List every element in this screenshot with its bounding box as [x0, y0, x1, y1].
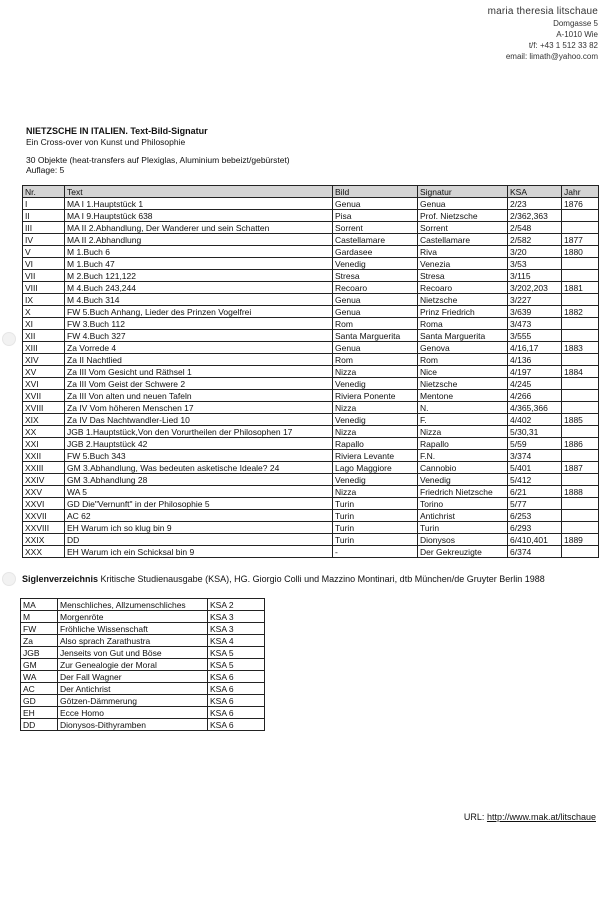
cell-text: EH Warum ich so klug bin 9 — [65, 522, 333, 534]
cell-ksa: 6/410,401 — [508, 534, 562, 546]
cell-nr: II — [23, 210, 65, 222]
cell-ksa: 3/639 — [508, 306, 562, 318]
cell-bild: Riviera Levante — [333, 450, 418, 462]
cell-bild: Rom — [333, 354, 418, 366]
cell-bild: Castellamare — [333, 234, 418, 246]
table-row — [23, 510, 599, 522]
table-row — [23, 270, 599, 282]
cell-jahr — [562, 294, 599, 306]
cell-bild: Nizza — [333, 366, 418, 378]
cell-nr: XIX — [23, 414, 65, 426]
sigla-abbr: Za — [21, 635, 58, 647]
sigla-row — [21, 599, 265, 611]
cell-nr: XXIV — [23, 474, 65, 486]
table-row — [23, 498, 599, 510]
works-table — [22, 185, 599, 558]
punch-hole — [2, 572, 16, 586]
sigla-abbr: JGB — [21, 647, 58, 659]
cell-bild: Lago Maggiore — [333, 462, 418, 474]
sender-city: A-1010 Wie — [556, 30, 598, 39]
cell-signatur: Nice — [418, 366, 508, 378]
intro-block — [26, 126, 290, 175]
cell-bild: Rom — [333, 318, 418, 330]
cell-signatur: Recoaro — [418, 282, 508, 294]
url-line — [464, 812, 596, 822]
cell-ksa: 5/401 — [508, 462, 562, 474]
cell-jahr: 1884 — [562, 366, 599, 378]
sigla-row — [21, 635, 265, 647]
sigla-row — [21, 683, 265, 695]
cell-nr: XXI — [23, 438, 65, 450]
cell-nr: XXV — [23, 486, 65, 498]
sigla-caption — [22, 574, 545, 584]
cell-ksa: 2/362,363 — [508, 210, 562, 222]
sigla-table — [20, 598, 265, 731]
table-row — [23, 486, 599, 498]
table-row — [23, 462, 599, 474]
table-row — [23, 222, 599, 234]
cell-nr: XXVIII — [23, 522, 65, 534]
cell-jahr — [562, 510, 599, 522]
table-row — [23, 438, 599, 450]
cell-nr: IV — [23, 234, 65, 246]
cell-ksa: 2/582 — [508, 234, 562, 246]
cell-bild: Genua — [333, 294, 418, 306]
table-row — [23, 354, 599, 366]
cell-signatur: Sorrent — [418, 222, 508, 234]
cell-jahr: 1880 — [562, 246, 599, 258]
cell-signatur: Stresa — [418, 270, 508, 282]
cell-jahr: 1883 — [562, 342, 599, 354]
sigla-volume: KSA 5 — [208, 659, 265, 671]
cell-jahr: 1881 — [562, 282, 599, 294]
cell-ksa: 4/365,366 — [508, 402, 562, 414]
sigla-abbr: WA — [21, 671, 58, 683]
cell-jahr — [562, 330, 599, 342]
cell-bild: Nizza — [333, 402, 418, 414]
column-header: KSA — [508, 186, 562, 198]
cell-text: M 4.Buch 243,244 — [65, 282, 333, 294]
cell-ksa: 2/548 — [508, 222, 562, 234]
column-header: Nr. — [23, 186, 65, 198]
cell-text: JGB 1.Hauptstück,Von den Vorurtheilen der Philosophen 17 — [65, 426, 333, 438]
cell-jahr: 1882 — [562, 306, 599, 318]
cell-jahr — [562, 258, 599, 270]
cell-ksa: 3/473 — [508, 318, 562, 330]
cell-bild: Rapallo — [333, 438, 418, 450]
cell-jahr — [562, 450, 599, 462]
cell-nr: XXVII — [23, 510, 65, 522]
sigla-title: Der Antichrist — [58, 683, 208, 695]
cell-nr: XIV — [23, 354, 65, 366]
cell-text: AC 62 — [65, 510, 333, 522]
sender-street: Domgasse 5 — [553, 19, 598, 28]
sender-phone: t/f: +43 1 512 33 82 — [528, 41, 598, 50]
sigla-title: Menschliches, Allzumenschliches — [58, 599, 208, 611]
sigla-title: Der Fall Wagner — [58, 671, 208, 683]
table-row — [23, 534, 599, 546]
cell-text: M 1.Buch 6 — [65, 246, 333, 258]
cell-ksa: 3/202,203 — [508, 282, 562, 294]
cell-nr: XII — [23, 330, 65, 342]
cell-nr: VII — [23, 270, 65, 282]
cell-ksa: 5/77 — [508, 498, 562, 510]
cell-text: M 2.Buch 121,122 — [65, 270, 333, 282]
cell-text: MA II 2.Abhandlung, Der Wanderer und sein Schatten — [65, 222, 333, 234]
sigla-row — [21, 707, 265, 719]
cell-text: Za III Vom Geist der Schwere 2 — [65, 378, 333, 390]
cell-jahr — [562, 378, 599, 390]
sigla-volume: KSA 3 — [208, 623, 265, 635]
cell-text: Za Vorrede 4 — [65, 342, 333, 354]
table-row — [23, 210, 599, 222]
table-row — [23, 342, 599, 354]
cell-bild: Turin — [333, 498, 418, 510]
cell-signatur: Venezia — [418, 258, 508, 270]
sigla-volume: KSA 6 — [208, 695, 265, 707]
sigla-row — [21, 659, 265, 671]
sigla-row — [21, 623, 265, 635]
sigla-abbr: EH — [21, 707, 58, 719]
table-row — [23, 450, 599, 462]
cell-bild: Genua — [333, 342, 418, 354]
cell-text: MA I 9.Hauptstück 638 — [65, 210, 333, 222]
sigla-title: Dionysos-Dithyramben — [58, 719, 208, 731]
cell-nr: III — [23, 222, 65, 234]
sigla-row — [21, 719, 265, 731]
sigla-abbr: GM — [21, 659, 58, 671]
cell-ksa: 4/16,17 — [508, 342, 562, 354]
cell-jahr — [562, 426, 599, 438]
table-row — [23, 198, 599, 210]
cell-jahr — [562, 210, 599, 222]
cell-bild: Venedig — [333, 414, 418, 426]
cell-bild: Turin — [333, 522, 418, 534]
sigla-volume: KSA 6 — [208, 719, 265, 731]
cell-text: GM 3.Abhandlung 28 — [65, 474, 333, 486]
sigla-row — [21, 671, 265, 683]
cell-jahr: 1877 — [562, 234, 599, 246]
table-row — [23, 402, 599, 414]
cell-signatur: Nizza — [418, 426, 508, 438]
table-row — [23, 246, 599, 258]
cell-ksa: 6/374 — [508, 546, 562, 558]
cell-signatur: Prof. Nietzsche — [418, 210, 508, 222]
cell-nr: XVI — [23, 378, 65, 390]
sigla-volume: KSA 6 — [208, 707, 265, 719]
cell-ksa: 3/555 — [508, 330, 562, 342]
table-header-row — [23, 186, 599, 198]
cell-jahr — [562, 222, 599, 234]
cell-nr: XXIII — [23, 462, 65, 474]
cell-nr: VIII — [23, 282, 65, 294]
cell-bild: Santa Marguerita — [333, 330, 418, 342]
cell-bild: Recoaro — [333, 282, 418, 294]
cell-text: FW 5.Buch 343 — [65, 450, 333, 462]
cell-bild: Gardasee — [333, 246, 418, 258]
sigla-volume: KSA 5 — [208, 647, 265, 659]
table-row — [23, 546, 599, 558]
sender-name: maria theresia litschaue — [487, 6, 598, 17]
table-row — [23, 330, 599, 342]
cell-signatur: Santa Marguerita — [418, 330, 508, 342]
table-row — [23, 282, 599, 294]
sigla-title: Also sprach Zarathustra — [58, 635, 208, 647]
cell-signatur: Dionysos — [418, 534, 508, 546]
cell-nr: XVIII — [23, 402, 65, 414]
cell-text: JGB 2.Hauptstück 42 — [65, 438, 333, 450]
cell-signatur: Cannobio — [418, 462, 508, 474]
cell-nr: X — [23, 306, 65, 318]
sigla-row — [21, 695, 265, 707]
sigla-row — [21, 647, 265, 659]
cell-ksa: 3/20 — [508, 246, 562, 258]
sigla-title: Zur Genealogie der Moral — [58, 659, 208, 671]
table-row — [23, 294, 599, 306]
sigla-title: Ecce Homo — [58, 707, 208, 719]
sigla-row — [21, 611, 265, 623]
cell-jahr — [562, 546, 599, 558]
cell-nr: XVII — [23, 390, 65, 402]
cell-jahr — [562, 390, 599, 402]
cell-signatur: Castellamare — [418, 234, 508, 246]
cell-nr: IX — [23, 294, 65, 306]
cell-bild: - — [333, 546, 418, 558]
cell-ksa: 3/53 — [508, 258, 562, 270]
cell-bild: Venedig — [333, 258, 418, 270]
cell-jahr — [562, 354, 599, 366]
sigla-abbr: M — [21, 611, 58, 623]
document-title: NIETZSCHE IN ITALIEN. Text-Bild-Signatur — [26, 126, 208, 136]
table-row — [23, 318, 599, 330]
cell-bild: Pisa — [333, 210, 418, 222]
cell-bild: Riviera Ponente — [333, 390, 418, 402]
cell-jahr: 1888 — [562, 486, 599, 498]
cell-text: EH Warum ich ein Schicksal bin 9 — [65, 546, 333, 558]
sigla-volume: KSA 2 — [208, 599, 265, 611]
cell-ksa: 5/412 — [508, 474, 562, 486]
cell-nr: I — [23, 198, 65, 210]
url-label: URL: — [463, 812, 485, 822]
cell-nr: XXIX — [23, 534, 65, 546]
cell-nr: V — [23, 246, 65, 258]
cell-bild: Genua — [333, 306, 418, 318]
cell-signatur: Genua — [418, 198, 508, 210]
cell-signatur: F.N. — [418, 450, 508, 462]
url-link[interactable]: http://www.mak.at/litschaue — [486, 812, 596, 822]
cell-signatur: Antichrist — [418, 510, 508, 522]
column-header: Bild — [333, 186, 418, 198]
cell-jahr: 1876 — [562, 198, 599, 210]
table-row — [23, 414, 599, 426]
table-row — [23, 366, 599, 378]
cell-nr: XX — [23, 426, 65, 438]
cell-bild: Genua — [333, 198, 418, 210]
cell-signatur: N. — [418, 402, 508, 414]
cell-jahr: 1887 — [562, 462, 599, 474]
cell-text: FW 3.Buch 112 — [65, 318, 333, 330]
objects-note: 30 Objekte (heat-transfers auf Plexiglas, Aluminium bebeizt/gebürstet) — [26, 155, 290, 165]
cell-jahr: 1889 — [562, 534, 599, 546]
punch-hole — [2, 332, 16, 346]
cell-text: GD Die"Vernunft" in der Philosophie 5 — [65, 498, 333, 510]
sender-email: email: limath@yahoo.com — [505, 52, 598, 61]
cell-jahr — [562, 402, 599, 414]
cell-text: DD — [65, 534, 333, 546]
cell-jahr — [562, 522, 599, 534]
table-row — [23, 378, 599, 390]
sigla-title: Götzen-Dämmerung — [58, 695, 208, 707]
cell-signatur: Roma — [418, 318, 508, 330]
sigla-title: Jenseits von Gut und Böse — [58, 647, 208, 659]
table-row — [23, 474, 599, 486]
cell-ksa: 2/23 — [508, 198, 562, 210]
cell-bild: Venedig — [333, 378, 418, 390]
column-header: Signatur — [418, 186, 508, 198]
cell-nr: XI — [23, 318, 65, 330]
sigla-abbr: MA — [21, 599, 58, 611]
cell-text: GM 3.Abhandlung, Was bedeuten asketische Ideale? 24 — [65, 462, 333, 474]
cell-text: MA II 2.Abhandlung — [65, 234, 333, 246]
sigla-abbr: AC — [21, 683, 58, 695]
cell-text: M 4.Buch 314 — [65, 294, 333, 306]
sigla-volume: KSA 3 — [208, 611, 265, 623]
cell-text: Za IV Das Nachtwandler-Lied 10 — [65, 414, 333, 426]
cell-text: Za IV Vom höheren Menschen 17 — [65, 402, 333, 414]
sigla-source: Kritische Studienausgabe (KSA), HG. Giorgio Colli und Mazzino Montinari, dtb München/de Gruyter Berlin 1988 — [100, 574, 545, 584]
cell-ksa: 3/115 — [508, 270, 562, 282]
cell-signatur: Nietzsche — [418, 378, 508, 390]
cell-ksa: 4/266 — [508, 390, 562, 402]
cell-ksa: 4/197 — [508, 366, 562, 378]
sigla-volume: KSA 6 — [208, 671, 265, 683]
cell-bild: Nizza — [333, 486, 418, 498]
cell-ksa: 4/136 — [508, 354, 562, 366]
cell-signatur: Turin — [418, 522, 508, 534]
letterhead — [488, 6, 598, 62]
cell-signatur: Mentone — [418, 390, 508, 402]
cell-ksa: 6/21 — [508, 486, 562, 498]
sigla-heading: Siglenverzeichnis — [22, 574, 99, 584]
cell-bild: Stresa — [333, 270, 418, 282]
cell-jahr: 1885 — [562, 414, 599, 426]
cell-text: M 1.Buch 47 — [65, 258, 333, 270]
cell-text: Za II Nachtlied — [65, 354, 333, 366]
cell-bild: Sorrent — [333, 222, 418, 234]
cell-signatur: Rom — [418, 354, 508, 366]
table-row — [23, 390, 599, 402]
cell-bild: Turin — [333, 510, 418, 522]
cell-text: Za III Vom Gesicht und Räthsel 1 — [65, 366, 333, 378]
column-header: Text — [65, 186, 333, 198]
cell-text: Za III Von alten und neuen Tafeln — [65, 390, 333, 402]
cell-bild: Nizza — [333, 426, 418, 438]
cell-ksa: 4/402 — [508, 414, 562, 426]
cell-signatur: Riva — [418, 246, 508, 258]
sigla-title: Morgenröte — [58, 611, 208, 623]
document-subtitle: Ein Cross-over von Kunst und Philosophie — [26, 137, 186, 147]
cell-nr: XIII — [23, 342, 65, 354]
table-row — [23, 426, 599, 438]
cell-nr: VI — [23, 258, 65, 270]
cell-signatur: Nietzsche — [418, 294, 508, 306]
cell-nr: XV — [23, 366, 65, 378]
cell-signatur: Friedrich Nietzsche — [418, 486, 508, 498]
cell-ksa: 5/30,31 — [508, 426, 562, 438]
cell-nr: XXX — [23, 546, 65, 558]
sigla-abbr: DD — [21, 719, 58, 731]
table-row — [23, 306, 599, 318]
cell-ksa: 4/245 — [508, 378, 562, 390]
cell-text: WA 5 — [65, 486, 333, 498]
cell-signatur: Rapallo — [418, 438, 508, 450]
cell-jahr — [562, 498, 599, 510]
cell-bild: Venedig — [333, 474, 418, 486]
column-header: Jahr — [562, 186, 599, 198]
sigla-volume: KSA 6 — [208, 683, 265, 695]
cell-nr: XXII — [23, 450, 65, 462]
cell-signatur: Venedig — [418, 474, 508, 486]
cell-signatur: Der Gekreuzigte — [418, 546, 508, 558]
table-row — [23, 522, 599, 534]
cell-jahr — [562, 474, 599, 486]
cell-text: FW 5.Buch Anhang, Lieder des Prinzen Vogelfrei — [65, 306, 333, 318]
cell-jahr — [562, 318, 599, 330]
cell-jahr — [562, 270, 599, 282]
cell-ksa: 3/227 — [508, 294, 562, 306]
cell-signatur: Prinz Friedrich — [418, 306, 508, 318]
cell-text: FW 4.Buch 327 — [65, 330, 333, 342]
cell-jahr: 1886 — [562, 438, 599, 450]
table-row — [23, 258, 599, 270]
cell-ksa: 5/59 — [508, 438, 562, 450]
cell-signatur: F. — [418, 414, 508, 426]
cell-signatur: Genova — [418, 342, 508, 354]
cell-ksa: 6/253 — [508, 510, 562, 522]
sigla-title: Fröhliche Wissenschaft — [58, 623, 208, 635]
sigla-volume: KSA 4 — [208, 635, 265, 647]
sigla-abbr: GD — [21, 695, 58, 707]
edition-note: Auflage: 5 — [26, 165, 65, 175]
cell-bild: Turin — [333, 534, 418, 546]
sigla-abbr: FW — [21, 623, 58, 635]
cell-ksa: 3/374 — [508, 450, 562, 462]
cell-nr: XXVI — [23, 498, 65, 510]
cell-signatur: Torino — [418, 498, 508, 510]
cell-text: MA I 1.Hauptstück 1 — [65, 198, 333, 210]
cell-ksa: 6/293 — [508, 522, 562, 534]
table-row — [23, 234, 599, 246]
